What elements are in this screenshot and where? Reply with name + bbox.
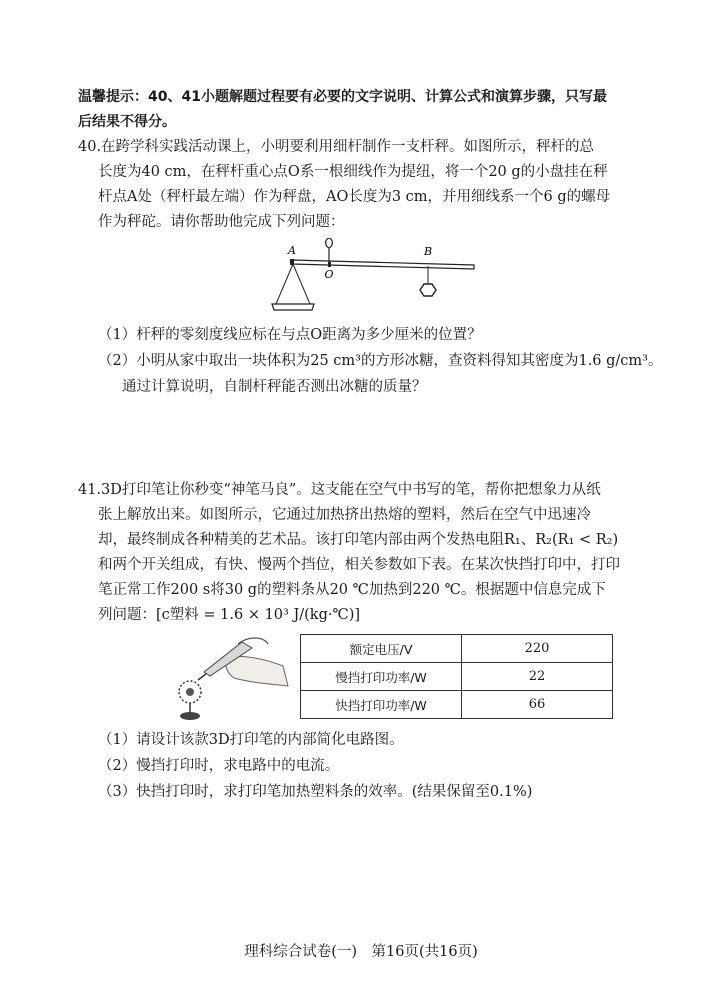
q40-line-1: 40.在跨学科实践活动课上，小明要利用细杆制作一支杆秤。如图所示，秤杆的总: [78, 139, 595, 155]
param-value: 66: [462, 691, 613, 719]
label-a: A: [288, 244, 296, 257]
q41-line-5: 笔正常工作200 s将30 g的塑料条从20 ℃加热到220 ℃。根据题中信息完成下: [98, 582, 606, 598]
q41-line-2: 张上解放出来。如图所示，它通过加热挤出热熔的塑料，然后在空气中迅速冷: [98, 507, 591, 523]
flower-center: [186, 688, 194, 696]
table-row: [301, 663, 613, 691]
steelyard-rod: [292, 260, 474, 269]
param-value: 220: [462, 635, 613, 663]
q40-sub-2: （2）小明从家中取出一块体积为25 cm³的方形冰糖，查资料得知其密度为1.6 g/cm³。: [98, 353, 663, 369]
table-row: [301, 635, 613, 663]
q40-line-4: 作为秤砣。请你帮助他完成下列问题：: [98, 214, 345, 230]
tip-line-2: 后结果不得分。: [78, 114, 176, 130]
q40-sub-1: （1）杆秤的零刻度线应标在与点O距离为多少厘米的位置？: [98, 327, 482, 343]
flower-base: [180, 712, 200, 720]
label-o: O: [324, 268, 334, 281]
q41-line-1: 41.3D打印笔让你秒变“神笔马良”。这支能在空气中书写的笔，帮你把想象力从纸: [78, 482, 601, 498]
hand: [225, 656, 288, 686]
param-name: 慢挡打印功率/W: [301, 663, 462, 691]
q41-line-6: 列问题：[c塑料 = 1.6 × 10³ J/(kg·℃)]: [98, 607, 361, 623]
tip-line-1: 温馨提示：40、41小题解题过程要有必要的文字说明、计算公式和演算步骤，只写最: [78, 89, 607, 105]
param-name: 快挡打印功率/W: [301, 691, 462, 719]
q40-line-3: 杆点A处（秤杆最左端）作为秤盘，AO长度为3 cm，并用细线系一个6 g的螺母: [98, 189, 611, 205]
point-o-marker: [328, 262, 331, 267]
q40-line-2: 长度为40 cm，在秤杆重心点O系一根细线作为提纽，将一个20 g的小盘挂在秤: [98, 164, 608, 180]
steelyard-figure: [262, 238, 482, 318]
param-name: 额定电压/V: [301, 635, 462, 663]
pen-illustration: [168, 636, 293, 722]
q40-sub-3: 通过计算说明，自制杆秤能否测出冰糖的质量？: [122, 379, 427, 395]
q41-line-4: 和两个开关组成，有快、慢两个挡位，相关参数如下表。在某次快挡打印中，打印: [98, 557, 620, 573]
q41-sub-1: （1）请设计该款3D打印笔的内部简化电路图。: [98, 732, 404, 748]
page-footer: 理科综合试卷(一) 第16页(共16页): [244, 944, 478, 960]
scale-pan: [272, 304, 314, 310]
pen-tip: [198, 674, 206, 680]
param-value: 22: [462, 663, 613, 691]
lift-loop: [326, 238, 333, 262]
nut-weight: [420, 284, 436, 296]
pan-string-right: [293, 264, 310, 304]
q41-sub-2: （2）慢挡打印时，求电路中的电流。: [98, 758, 340, 774]
table-row: [301, 691, 613, 719]
params-table: [300, 634, 613, 719]
q41-line-3: 却，最终制成各种精美的艺术品。该打印笔内部由两个发热电阻R₁、R₂(R₁ < R₂): [98, 532, 619, 548]
label-b: B: [423, 245, 433, 258]
pan-string-left: [276, 264, 293, 304]
q41-sub-3: （3）快挡打印时，求打印笔加热塑料条的效率。(结果保留至0.1%): [98, 784, 533, 800]
